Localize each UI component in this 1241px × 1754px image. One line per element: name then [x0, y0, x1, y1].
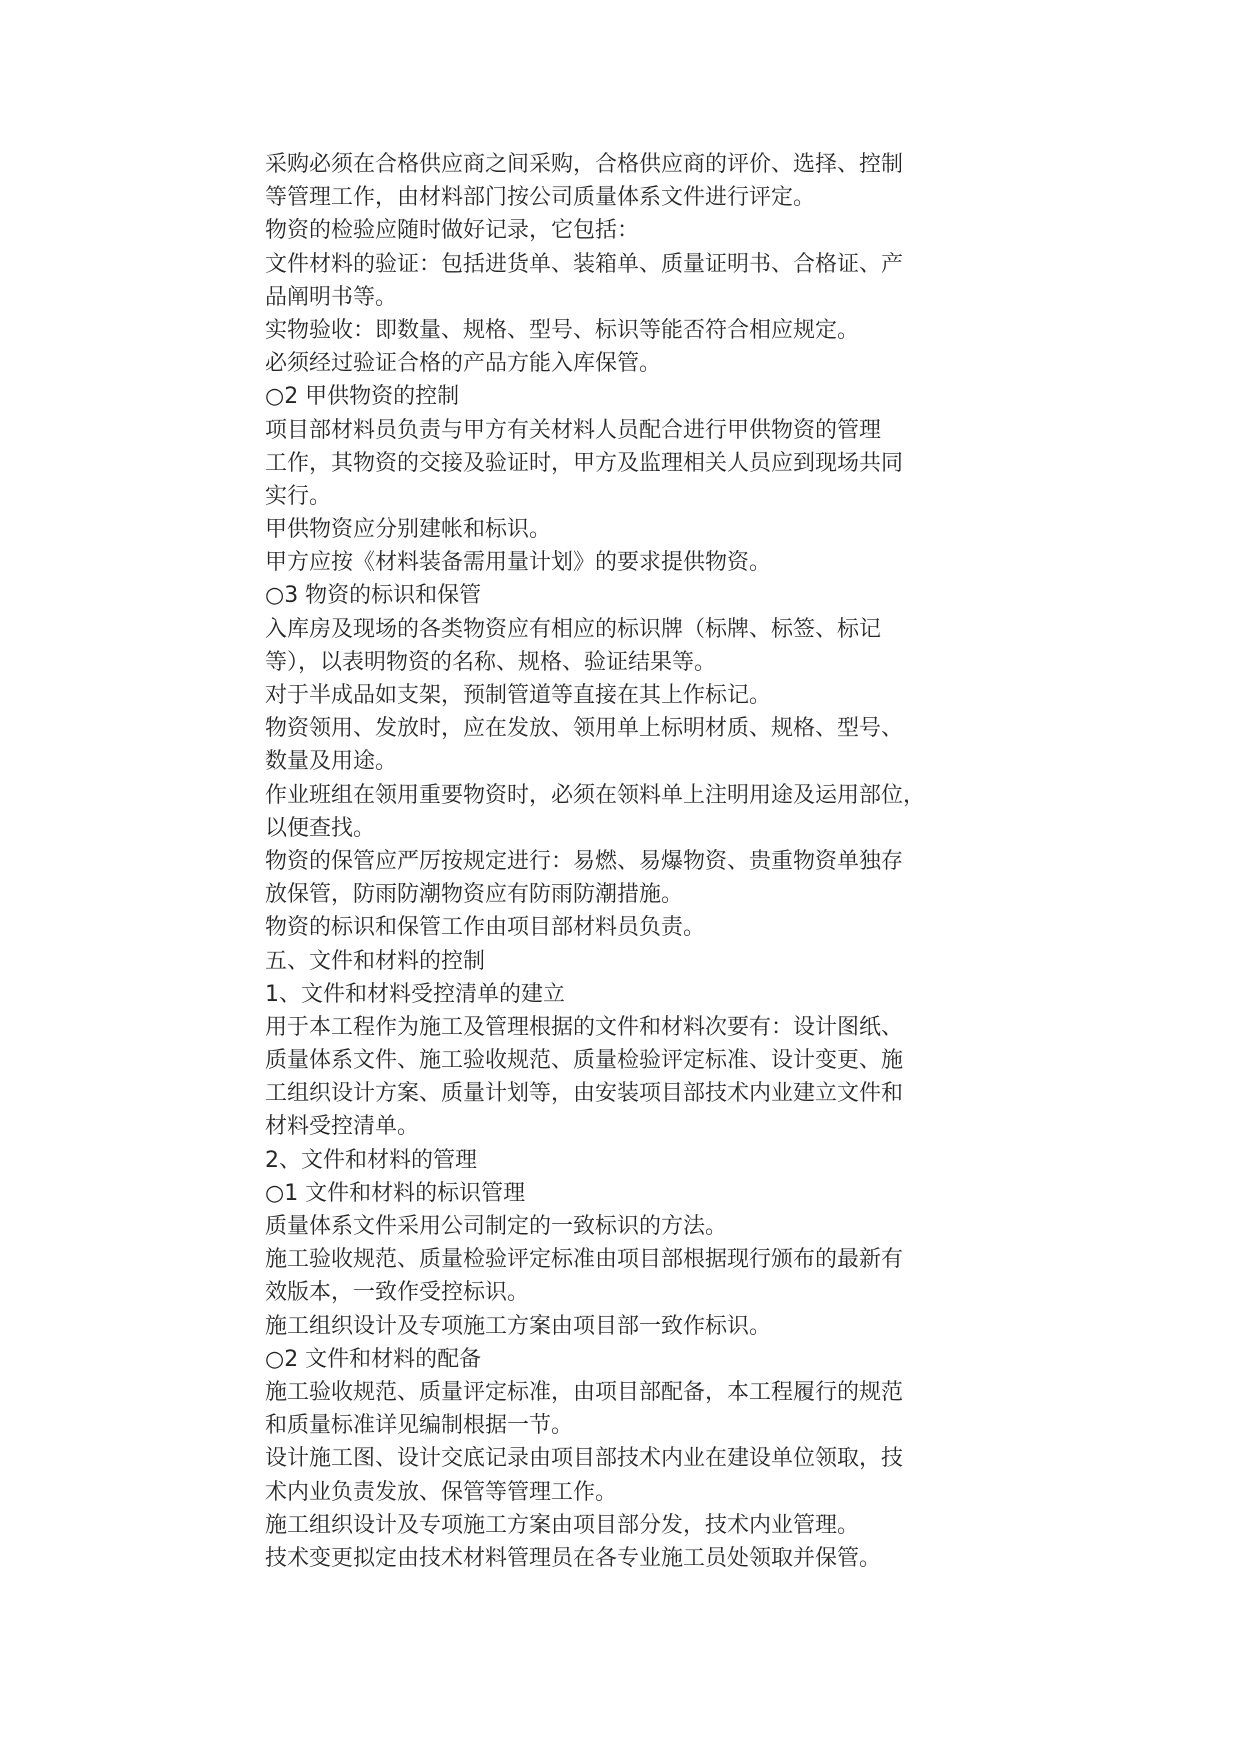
text-line: 等），以表明物资的名称、规格、验证结果等。	[265, 649, 717, 675]
text-line: 2、文件和材料的管理	[265, 1147, 477, 1173]
text-line: 等管理工作，由材料部门按公司质量体系文件进行评定。	[265, 185, 816, 211]
text-line: 对于半成品如支架，预制管道等直接在其上作标记。	[265, 683, 772, 708]
text-line: 施工验收规范、质量检验评定标准由项目部根据现行颁布的最新有	[265, 1247, 904, 1273]
text-line: 施工组织设计及专项施工方案由项目部分发，技术内业管理。	[265, 1512, 860, 1538]
text-line: 五、文件和材料的控制	[265, 948, 486, 974]
document-body	[265, 148, 985, 1575]
text-line: 设计施工图、设计交底记录由项目部技术内业在建设单位领取，技	[265, 1446, 904, 1472]
text-line: 作业班组在领用重要物资时，必须在领料单上注明用途及运用部位，	[265, 782, 926, 808]
text-line: 甲方应按《材料装备需用量计划》的要求提供物资。	[265, 550, 772, 576]
text-line: 工组织设计方案、质量计划等，由安装项目部技术内业建立文件和	[265, 1081, 904, 1107]
text-line: ○2 甲供物资的控制	[265, 384, 460, 410]
text-line: 技术变更拟定由技术材料管理员在各专业施工员处领取并保管。	[265, 1545, 882, 1571]
text-line: 采购必须在合格供应商之间采购，合格供应商的评价、选择、控制	[265, 152, 904, 177]
text-line: 术内业负责发放、保管等管理工作。	[265, 1479, 618, 1505]
text-line: 实行。	[265, 483, 332, 509]
text-line: 质量体系文件采用公司制定的一致标识的方法。	[265, 1214, 728, 1239]
text-line: 甲供物资应分别建帐和标识。	[265, 517, 552, 543]
text-line: 数量及用途。	[265, 749, 398, 775]
text-line: 物资的检验应随时做好记录，它包括：	[265, 218, 640, 244]
text-line: 项目部材料员负责与甲方有关材料人员配合进行甲供物资的管理	[265, 417, 882, 443]
text-line: 以便查找。	[265, 815, 376, 841]
text-line: ○1 文件和材料的标识管理	[265, 1180, 526, 1206]
text-line: ○2 文件和材料的配备	[265, 1346, 482, 1372]
text-line: 物资领用、发放时，应在发放、领用单上标明材质、规格、型号、	[265, 716, 904, 742]
text-line: 质量体系文件、施工验收规范、质量检验评定标准、设计变更、施	[265, 1048, 904, 1074]
text-line: 材料受控清单。	[265, 1114, 420, 1140]
text-line: 入库房及现场的各类物资应有相应的标识牌（标牌、标签、标记	[265, 616, 882, 642]
text-line: 文件材料的验证：包括进货单、装箱单、质量证明书、合格证、产	[265, 251, 904, 277]
text-line: 物资的标识和保管工作由项目部材料员负责。	[265, 915, 706, 941]
text-line: 实物验收：即数量、规格、型号、标识等能否符合相应规定。	[265, 317, 860, 343]
text-line: 施工组织设计及专项施工方案由项目部一致作标识。	[265, 1313, 772, 1339]
text-line: 施工验收规范、质量评定标准，由项目部配备，本工程履行的规范	[265, 1379, 904, 1405]
text-line: 用于本工程作为施工及管理根据的文件和材料次要有：设计图纸、	[265, 1014, 904, 1040]
text-line: 工作，其物资的交接及验证时，甲方及监理相关人员应到现场共同	[265, 450, 904, 476]
text-line: 和质量标准详见编制根据一节。	[265, 1413, 574, 1439]
text-line: 效版本，一致作受控标识。	[265, 1280, 530, 1306]
text-line: 放保管，防雨防潮物资应有防雨防潮措施。	[265, 882, 684, 908]
text-line: 1、文件和材料受控清单的建立	[265, 981, 565, 1007]
text-line: ○3 物资的标识和保管	[265, 583, 482, 609]
text-line: 物资的保管应严厉按规定进行：易燃、易爆物资、贵重物资单独存	[265, 848, 904, 874]
text-line: 必须经过验证合格的产品方能入库保管。	[265, 351, 662, 377]
text-line: 品阐明书等。	[265, 284, 398, 310]
